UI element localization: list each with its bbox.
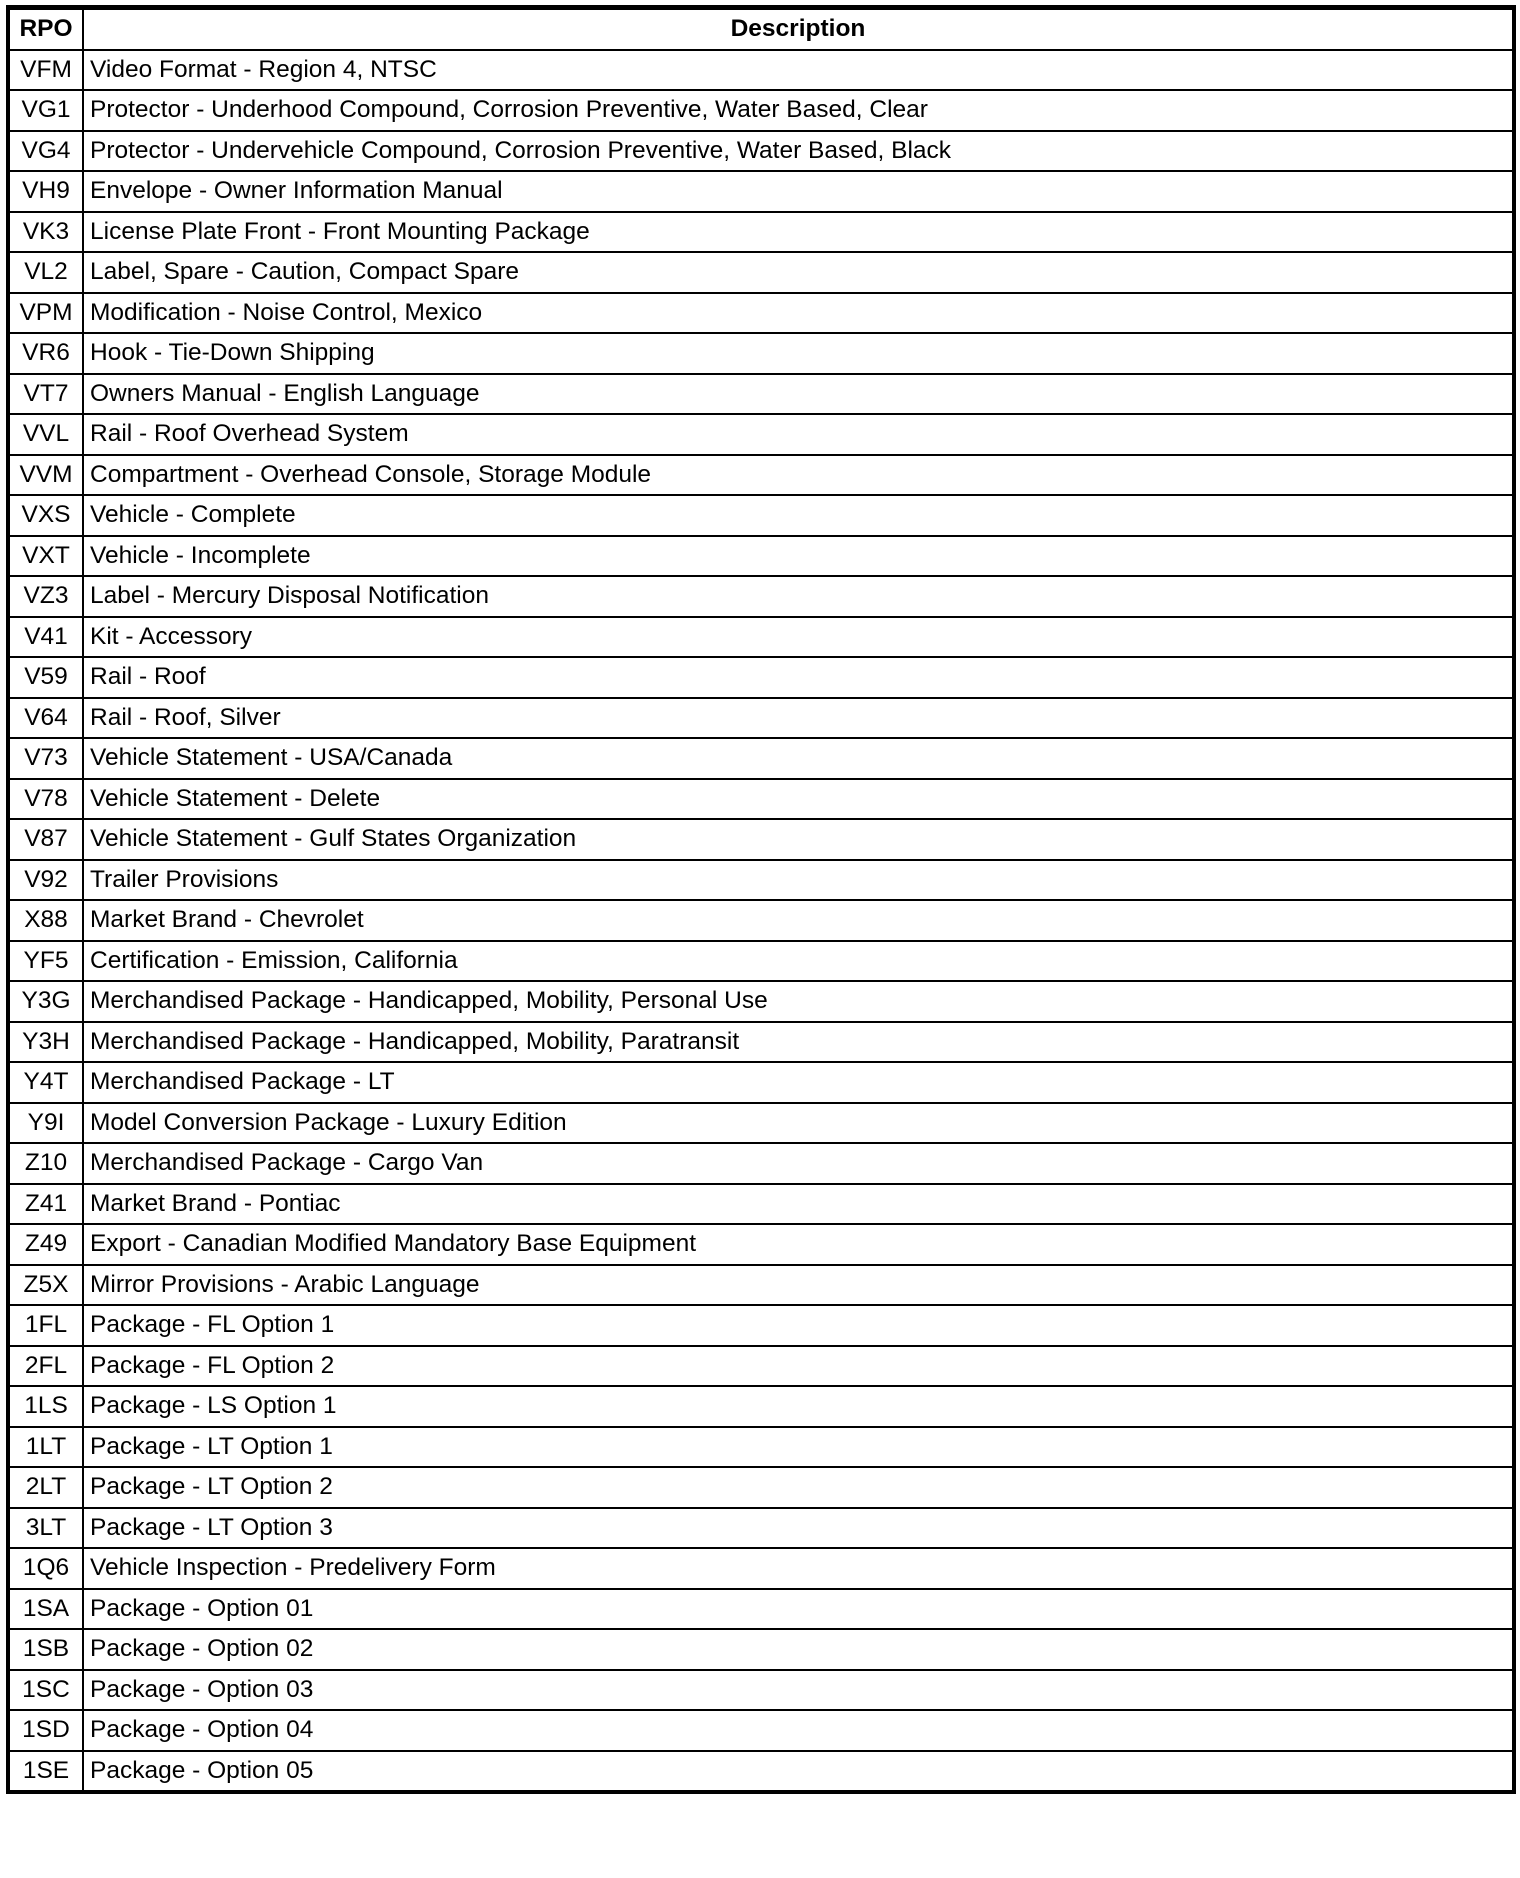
rpo-code-cell: VR6	[9, 333, 83, 374]
table-row	[9, 293, 1513, 334]
rpo-code-cell: VXS	[9, 495, 83, 536]
table-row	[9, 455, 1513, 496]
rpo-code-cell: VK3	[9, 212, 83, 253]
rpo-code-cell: V73	[9, 738, 83, 779]
description-cell: Package - LT Option 3	[83, 1508, 1513, 1549]
rpo-code-cell: Y9I	[9, 1103, 83, 1144]
rpo-code-cell: 1SA	[9, 1589, 83, 1630]
rpo-code-cell: Y3H	[9, 1022, 83, 1063]
description-cell: Merchandised Package - Handicapped, Mobility, Paratransit	[83, 1022, 1513, 1063]
rpo-code-cell: VVL	[9, 414, 83, 455]
rpo-code-cell: V59	[9, 657, 83, 698]
rpo-code-cell: Y4T	[9, 1062, 83, 1103]
rpo-code-cell: 2FL	[9, 1346, 83, 1387]
description-cell: Market Brand - Chevrolet	[83, 900, 1513, 941]
description-cell: Label - Mercury Disposal Notification	[83, 576, 1513, 617]
rpo-code-cell: Z10	[9, 1143, 83, 1184]
table-row	[9, 90, 1513, 131]
description-cell: Package - Option 02	[83, 1629, 1513, 1670]
description-cell: Vehicle - Complete	[83, 495, 1513, 536]
rpo-code-cell: 1SE	[9, 1751, 83, 1792]
rpo-code-cell: VZ3	[9, 576, 83, 617]
description-cell: Compartment - Overhead Console, Storage Module	[83, 455, 1513, 496]
rpo-code-cell: VPM	[9, 293, 83, 334]
table-row	[9, 131, 1513, 172]
table-row	[9, 1184, 1513, 1225]
description-cell: Modification - Noise Control, Mexico	[83, 293, 1513, 334]
description-cell: Hook - Tie-Down Shipping	[83, 333, 1513, 374]
table-row	[9, 1427, 1513, 1468]
table-row	[9, 252, 1513, 293]
table-row	[9, 779, 1513, 820]
table-row	[9, 1548, 1513, 1589]
rpo-code-cell: YF5	[9, 941, 83, 982]
table-row	[9, 1265, 1513, 1306]
table-header-row	[9, 9, 1513, 50]
table-row	[9, 1467, 1513, 1508]
table-row	[9, 1062, 1513, 1103]
description-cell: Rail - Roof	[83, 657, 1513, 698]
rpo-code-cell: VL2	[9, 252, 83, 293]
description-cell: Package - FL Option 2	[83, 1346, 1513, 1387]
table-row	[9, 414, 1513, 455]
description-cell: Label, Spare - Caution, Compact Spare	[83, 252, 1513, 293]
description-cell: Vehicle - Incomplete	[83, 536, 1513, 577]
description-cell: Package - Option 05	[83, 1751, 1513, 1792]
table-row	[9, 1103, 1513, 1144]
table-row	[9, 1305, 1513, 1346]
rpo-code-cell: 2LT	[9, 1467, 83, 1508]
description-cell: License Plate Front - Front Mounting Package	[83, 212, 1513, 253]
rpo-code-cell: V87	[9, 819, 83, 860]
description-cell: Package - LS Option 1	[83, 1386, 1513, 1427]
description-cell: Merchandised Package - Cargo Van	[83, 1143, 1513, 1184]
table-row	[9, 1022, 1513, 1063]
table-row	[9, 981, 1513, 1022]
description-cell: Vehicle Statement - Gulf States Organization	[83, 819, 1513, 860]
description-cell: Rail - Roof Overhead System	[83, 414, 1513, 455]
description-cell: Model Conversion Package - Luxury Edition	[83, 1103, 1513, 1144]
description-cell: Owners Manual - English Language	[83, 374, 1513, 415]
table-row	[9, 738, 1513, 779]
table-row	[9, 819, 1513, 860]
rpo-code-cell: V41	[9, 617, 83, 658]
rpo-code-cell: 1SC	[9, 1670, 83, 1711]
table-row	[9, 171, 1513, 212]
table-body	[9, 50, 1513, 1792]
table-row	[9, 1629, 1513, 1670]
description-cell: Mirror Provisions - Arabic Language	[83, 1265, 1513, 1306]
description-cell: Protector - Undervehicle Compound, Corrosion Preventive, Water Based, Black	[83, 131, 1513, 172]
table-row	[9, 495, 1513, 536]
rpo-code-cell: VG1	[9, 90, 83, 131]
table-row	[9, 1589, 1513, 1630]
rpo-code-cell: 1Q6	[9, 1548, 83, 1589]
description-cell: Certification - Emission, California	[83, 941, 1513, 982]
rpo-code-cell: 1LS	[9, 1386, 83, 1427]
table-row	[9, 1710, 1513, 1751]
rpo-code-cell: X88	[9, 900, 83, 941]
table-row	[9, 941, 1513, 982]
table-row	[9, 617, 1513, 658]
rpo-code-cell: V64	[9, 698, 83, 739]
description-cell: Trailer Provisions	[83, 860, 1513, 901]
rpo-code-cell: V92	[9, 860, 83, 901]
rpo-table	[8, 7, 1514, 1792]
table-row	[9, 1751, 1513, 1792]
table-row	[9, 1224, 1513, 1265]
rpo-code-cell: 1SB	[9, 1629, 83, 1670]
description-cell: Merchandised Package - LT	[83, 1062, 1513, 1103]
description-cell: Video Format - Region 4, NTSC	[83, 50, 1513, 91]
table-row	[9, 1508, 1513, 1549]
description-cell: Package - Option 01	[83, 1589, 1513, 1630]
description-cell: Package - Option 03	[83, 1670, 1513, 1711]
rpo-code-cell: VG4	[9, 131, 83, 172]
table-row	[9, 576, 1513, 617]
rpo-code-cell: V78	[9, 779, 83, 820]
table-row	[9, 698, 1513, 739]
table-row	[9, 1143, 1513, 1184]
table-row	[9, 900, 1513, 941]
rpo-code-cell: 3LT	[9, 1508, 83, 1549]
table-row	[9, 1346, 1513, 1387]
rpo-code-cell: VVM	[9, 455, 83, 496]
description-cell: Rail - Roof, Silver	[83, 698, 1513, 739]
rpo-column-header: RPO	[9, 9, 83, 50]
description-cell: Envelope - Owner Information Manual	[83, 171, 1513, 212]
table-row	[9, 374, 1513, 415]
rpo-code-cell: 1SD	[9, 1710, 83, 1751]
rpo-code-cell: VT7	[9, 374, 83, 415]
rpo-code-cell: Z49	[9, 1224, 83, 1265]
rpo-code-cell: Y3G	[9, 981, 83, 1022]
table-row	[9, 212, 1513, 253]
rpo-code-cell: 1FL	[9, 1305, 83, 1346]
description-cell: Market Brand - Pontiac	[83, 1184, 1513, 1225]
description-cell: Package - Option 04	[83, 1710, 1513, 1751]
description-cell: Kit - Accessory	[83, 617, 1513, 658]
rpo-code-cell: Z5X	[9, 1265, 83, 1306]
description-cell: Vehicle Statement - Delete	[83, 779, 1513, 820]
description-cell: Protector - Underhood Compound, Corrosion Preventive, Water Based, Clear	[83, 90, 1513, 131]
description-cell: Export - Canadian Modified Mandatory Base Equipment	[83, 1224, 1513, 1265]
table-row	[9, 536, 1513, 577]
table-row	[9, 1670, 1513, 1711]
table-row	[9, 860, 1513, 901]
description-cell: Merchandised Package - Handicapped, Mobility, Personal Use	[83, 981, 1513, 1022]
rpo-code-cell: Z41	[9, 1184, 83, 1225]
table-row	[9, 657, 1513, 698]
table-row	[9, 1386, 1513, 1427]
description-cell: Package - LT Option 2	[83, 1467, 1513, 1508]
rpo-code-cell: VH9	[9, 171, 83, 212]
table-row	[9, 50, 1513, 91]
description-cell: Package - LT Option 1	[83, 1427, 1513, 1468]
rpo-code-cell: 1LT	[9, 1427, 83, 1468]
description-cell: Vehicle Statement - USA/Canada	[83, 738, 1513, 779]
table-row	[9, 333, 1513, 374]
description-cell: Vehicle Inspection - Predelivery Form	[83, 1548, 1513, 1589]
rpo-code-cell: VXT	[9, 536, 83, 577]
rpo-code-cell: VFM	[9, 50, 83, 91]
description-cell: Package - FL Option 1	[83, 1305, 1513, 1346]
description-column-header: Description	[83, 9, 1513, 50]
